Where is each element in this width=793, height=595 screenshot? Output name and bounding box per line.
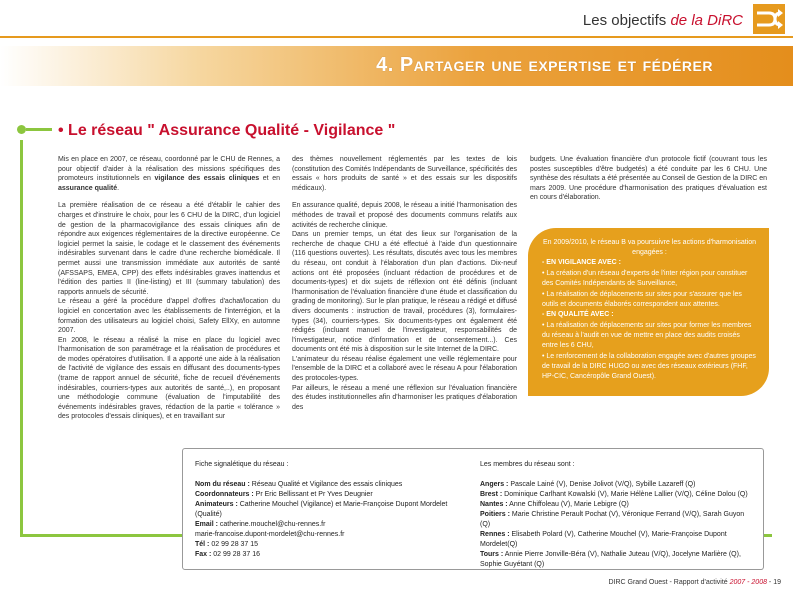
- col2-paragraph-2: En assurance qualité, depuis 2008, le réseau a initié l'harmonisation des méthodes de travail et proposé des documents communs relatifs aux activités de recherche clinique.: [292, 202, 517, 229]
- callout-intro: En 2009/2010, le réseau B va poursuivre les actions d'harmonisation engagées :: [542, 239, 757, 256]
- fact-tel: [195, 540, 465, 550]
- header-title: [583, 12, 743, 29]
- spacer: [480, 470, 756, 480]
- member-rennes: [480, 530, 756, 550]
- network-members: [480, 460, 756, 570]
- fact-name-value: Réseau Qualité et Vigilance des essais cliniques: [249, 481, 403, 488]
- col1-p1-bold-2: assurance qualité: [58, 184, 118, 192]
- text-column-3: [530, 155, 767, 211]
- section-title: 4. Partager une expertise et fédérer: [376, 54, 713, 76]
- fact-fax: [195, 550, 465, 560]
- col2-paragraph-4: L'animateur du réseau réalise également une veille réglementaire pour l'ensemble de la DIRC et a collaboré avec le réseau A pour l'élaboration des protocoles-types.: [292, 355, 517, 383]
- footer-page-number: - 19: [766, 579, 781, 586]
- spacer: [195, 470, 465, 480]
- col1-p1-text-2: et en: [259, 175, 281, 183]
- fact-fax-label: Fax :: [195, 551, 212, 558]
- member-city-label: Brest :: [480, 491, 503, 498]
- member-city-label: Angers :: [480, 481, 509, 488]
- fact-coordinators: [195, 490, 465, 500]
- callout-item: • Le renforcement de la collaboration engagée avec d'autres groupes de travail de la DIRC HUGO ou avec des réseaux extérieurs (FHF, HP-CIC, Cancéropôle Grand Ouest).: [542, 353, 756, 380]
- fact-fax-value: 02 99 28 37 16: [211, 551, 260, 558]
- fact-coord-label: Coordonnateurs :: [195, 491, 254, 498]
- header-title-prefix: Les objectifs: [582, 12, 671, 29]
- member-names: Elisabeth Polard (V), Catherine Mouchel (V), Marie-Françoise Dupont Mordelet(Q): [480, 531, 727, 548]
- fact-email-value-1[interactable]: catherine.mouchel@chu-rennes.fr: [217, 521, 326, 528]
- member-city-label: Poitiers :: [480, 511, 510, 518]
- col3-paragraph-1: budgets. Une évaluation financière d'un protocole fictif (couvrant tous les postes susceptibles d'être budgetés) a été conduite par les 6 CHU. Une synthèse des résultats a été présentée au Conseil de Gestion de la DIRC en mars 2009. Une procédure d'harmonisation des pratiques d'évaluation est en cours d'élaboration.: [530, 156, 767, 202]
- member-names: Dominique Carlhant Kowalski (V), Marie Hélène Lallier (V/Q), Céline Dolou (Q): [502, 491, 748, 498]
- fact-coord-value: Pr Eric Bellissant et Pr Yves Deugnier: [253, 491, 373, 498]
- member-city-label: Nantes :: [480, 501, 508, 508]
- fact-name-label: Nom du réseau :: [195, 481, 250, 488]
- text-column-2: [292, 155, 517, 412]
- member-names: Pascale Lainé (V), Denise Jolivot (V/Q), Sybille Lazareff (Q): [508, 481, 696, 488]
- member-brest: [480, 490, 756, 500]
- page-footer: [608, 579, 781, 586]
- member-names: Annie Pierre Jonville-Béra (V), Nathalie Juteau (V/Q), Jocelyne Marlière (Q), Sophie Guyétant (Q): [480, 551, 741, 568]
- col2-paragraph-3: Dans un premier temps, un état des lieux sur l'organisation de la recherche de chaque CHU a été effectué à l'aide d'un questionnaire (116 questions ouvertes). Les résultats, discutés avec tous les membres du réseau, ont conduit à l'élaboration d'un plan d'actions. Dix-neuf actions ont été proposées (incluant rédaction de procédures et de documents-types) et dix sujets de réflexion ont été définis (incluant l'harmonisation de l'évaluation financière d'une étude et classification du grading de monitoring). Sur le plan pratique, le réseau a rédigé et diffusé divers documents : instruction de travail, procédures (3), formulaires-types (34), courriers-types. Six documents-types ont également été rédigés (incluant manuel de l'investigateur, responsabilités de l'investigateur, notice d'information et de consentement...). Ces documents ont été mis à disposition sur le site Internet de la DIRC.: [292, 231, 517, 354]
- members-title: Les membres du réseau sont :: [480, 461, 575, 468]
- member-angers: [480, 480, 756, 490]
- fact-email-2[interactable]: marie-francoise.dupont-mordelet@chu-rennes.fr: [195, 531, 345, 538]
- text-column-1: [58, 155, 280, 422]
- col1-paragraph-1: [58, 155, 280, 193]
- member-nantes: [480, 500, 756, 510]
- fact-email-label: Email :: [195, 521, 218, 528]
- col1-paragraph-2: La première réalisation de ce réseau a été d'établir le cahier des charges et d'instruire le choix, pour les 6 CHU de la DIRC, d'un logiciel de gestion de la pharmacovigilance des essais cliniques afin de répondre aux exigences réglementaires de la directive européenne. Ce logiciel permet la saisie, le codage et le classement des événements indésirables survenant dans le cadre d'une recherche biomédicale. Il permet aussi une transmission immédiate aux autorités de santé (AFSSAPS, EMEA, CPP) des effets indésirables graves inattendus et l'édition des parties II (line-listing) et III (summary tabulation) des rapports annuels de sécurité.: [58, 202, 280, 296]
- col2-paragraph-1: des thèmes nouvellement réglementés par les textes de lois (constitution des Comités Indépendants de Surveillance, spécificités des essais « hors produits de santé » et des essais sur les dispositifs médicaux).: [292, 156, 517, 192]
- footer-years: 2007 - 2008: [729, 579, 767, 586]
- fact-email: [195, 520, 465, 530]
- member-poitiers: [480, 510, 756, 530]
- callout-heading-qualite: - EN QUALITÉ AVEC :: [542, 311, 614, 318]
- col2-paragraph-5: Par ailleurs, le réseau a mené une réflexion sur l'évaluation financière des études institutionnelles afin d'harmoniser les pratiques d'élaboration des: [292, 384, 517, 411]
- member-city-label: Rennes :: [480, 531, 510, 538]
- fact-tel-value: 02 99 28 37 15: [209, 541, 259, 548]
- member-city-label: Tours :: [480, 551, 504, 558]
- network-title: • Le réseau " Assurance Qualité - Vigilance ": [58, 122, 396, 139]
- green-rule-top: [26, 128, 52, 131]
- member-names: Marie Christine Perault Pochat (V), Véronique Ferrand (V/Q), Sarah Guyon (Q): [480, 511, 745, 528]
- callout-box: [528, 228, 769, 396]
- network-fact-sheet: [195, 460, 465, 560]
- col1-paragraph-4: En 2008, le réseau a réalisé la mise en place du logiciel avec l'harmonisation de son paramétrage et la réalisation de procédures et de modes opératoires d'utilisation. Il a apporté une aide à la réalisation de l'activité de vigilance des essais en diffusant des documents-types (trame de rapport annuel de sécurité, fiche de recueil d'événements indésirables, courriers-types aux autorités de santé,..), en proposant une méthodologie commune (évaluation de l'imputabilité des événements indésirables graves, rédaction de la partie « tolérance » des protocoles d'essais cliniques), et en travaillant sur: [58, 336, 280, 421]
- fact-anim-label: Animateurs :: [195, 501, 238, 508]
- fact-tel-label: Tél :: [195, 541, 210, 548]
- fact-anim-value: Catherine Mouchel (Vigilance) et Marie-Françoise Dupont Mordelet (Qualité): [195, 501, 448, 518]
- member-names: Anne Chiffoleau (V), Marie Lebigre (Q): [507, 501, 629, 508]
- footer-prefix: DIRC Grand Ouest - Rapport d'activité: [608, 579, 730, 586]
- header-title-accent: de la DiRC: [670, 12, 743, 29]
- fact-animators: [195, 500, 465, 520]
- col1-paragraph-3: Le réseau a géré la procédure d'appel d'offres d'achat/location du logiciel en concertation avec les établissements de l'interrégion, et la formation des utilisateurs au logiciel choisi, Safety EllXy, en automne 2007.: [58, 298, 280, 335]
- green-bullet-dot: [17, 125, 26, 134]
- fact-name: [195, 480, 465, 490]
- col1-p1-text: Mis en place en 2007, ce réseau, coordonné par le CHU de Rennes, a pour objectif d'aider à la réalisation des missions spécifiques des promoteurs institutionnels en: [58, 156, 280, 183]
- fact-sheet-title: Fiche signalétique du réseau :: [195, 461, 289, 468]
- callout-item: • La réalisation de déplacements sur sites pour former les membres du réseau à l'audit en vue de mettre en place des audits croisés entre les 6 CHU,: [542, 322, 752, 349]
- col1-p1-end: .: [117, 184, 120, 192]
- col1-p1-bold-1: vigilance des essais cliniques: [154, 175, 260, 183]
- header-divider: [0, 36, 793, 38]
- green-rule-vertical: [20, 140, 23, 534]
- callout-item: • La réalisation de déplacements sur sites pour s'assurer que les outils et documents élaborés correspondent aux attentes.: [542, 291, 742, 308]
- callout-item: • La création d'un réseau d'experts de l'inter région pour constituer des Comités Indépendants de Surveillance,: [542, 270, 748, 287]
- dirc-arrows-icon: [753, 4, 785, 34]
- member-tours: [480, 550, 756, 570]
- callout-heading-vigilance: - EN VIGILANCE AVEC :: [542, 259, 621, 266]
